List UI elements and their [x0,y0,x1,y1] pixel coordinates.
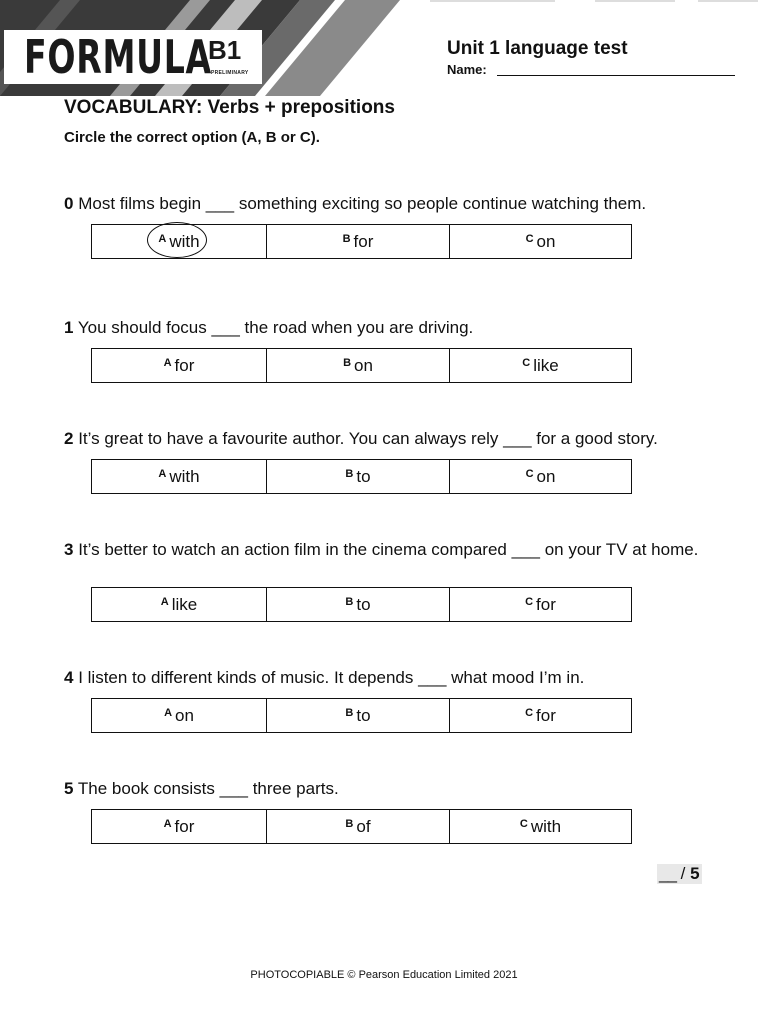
option-word: for [174,816,195,836]
option-word: like [171,594,198,614]
option-c[interactable] [450,349,631,382]
option-letter: C [525,706,534,719]
option-letter: B [345,706,354,719]
option-b[interactable] [267,810,450,843]
option-word: on [354,355,373,375]
option-b[interactable] [267,699,450,732]
question-text: The book consists ___ three parts. [77,779,339,798]
answer-circle [147,222,207,258]
option-word: for [353,231,374,251]
name-field[interactable] [497,75,735,76]
option-word: with [169,466,200,486]
option-letter: A [158,467,167,480]
option-word: of [356,816,371,836]
option-a[interactable] [92,810,267,843]
option-letter: A [163,817,172,830]
option-letter: B [345,595,354,608]
option-word: with [530,816,562,836]
option-a[interactable] [92,349,267,382]
option-b[interactable] [267,349,450,382]
option-a[interactable] [92,588,267,621]
option-letter: B [345,467,354,480]
question-2 [64,429,724,449]
option-word: with [169,231,200,251]
option-letter: C [525,232,534,245]
option-word: on [175,705,194,725]
options-table-0 [91,224,632,259]
footer-copyright: PHOTOCOPIABLE © Pearson Education Limited 2021 [250,969,518,981]
logo-level: B1 [208,35,242,65]
option-c[interactable] [450,699,631,732]
question-text: Most films begin ___ something exciting so people continue watching them. [78,194,647,213]
option-word: to [356,466,371,486]
option-word: on [536,466,556,486]
option-letter: B [345,817,354,830]
option-word: for [536,705,556,725]
option-word: like [533,355,559,375]
options-table-4 [91,698,632,733]
option-b[interactable] [267,460,450,493]
option-a[interactable] [92,225,267,258]
question-number: 3 [64,540,74,559]
question-number: 2 [64,429,74,448]
score-box [657,864,702,884]
options-table-5 [91,809,632,844]
option-letter: A [158,232,167,245]
option-letter: C [522,356,531,369]
section-title: VOCABULARY: Verbs + prepositions [64,97,395,118]
option-word: to [356,594,371,614]
option-letter: C [525,595,534,608]
option-c[interactable] [450,460,631,493]
option-b[interactable] [267,225,450,258]
option-letter: C [519,817,528,830]
logo-wordmark: FORMULA [24,30,212,84]
option-a[interactable] [92,699,267,732]
question-number: 0 [64,194,74,213]
option-c[interactable] [450,225,631,258]
name-label: Name: [447,62,487,77]
logo-subtitle: PRELIMINARY [211,70,249,76]
option-letter: A [160,595,169,608]
question-text: You should focus ___ the road when you are driving. [77,318,474,337]
question-0 [64,194,724,214]
options-table-1 [91,348,632,383]
score-total: 5 [690,864,700,883]
instruction: Circle the correct option (A, B or C). [64,129,320,146]
unit-title: Unit 1 language test [447,38,628,59]
option-word: for [536,594,556,614]
question-text: I listen to different kinds of music. It depends ___ what mood I’m in. [78,668,585,687]
question-4 [64,668,724,688]
top-rule [430,0,768,3]
question-1 [64,318,724,338]
option-letter: C [525,467,534,480]
option-letter: A [163,356,172,369]
option-word: to [356,705,371,725]
question-3 [64,540,724,560]
option-word: for [174,355,195,375]
question-number: 4 [64,668,74,687]
question-text: It’s great to have a favourite author. You can always rely ___ for a good story. [78,429,658,448]
option-b[interactable] [267,588,450,621]
option-letter: B [343,356,352,369]
option-letter: B [342,232,351,245]
option-word: on [536,231,556,251]
score-blank[interactable]: __ [659,864,676,883]
question-5 [64,779,724,799]
option-c[interactable] [450,588,631,621]
option-c[interactable] [450,810,631,843]
question-number: 1 [64,318,74,337]
option-letter: A [164,706,173,719]
options-table-2 [91,459,632,494]
option-a[interactable] [92,460,267,493]
score-separator: / [675,864,691,883]
question-text: It’s better to watch an action film in the cinema compared ___ on your TV at home. [78,540,699,559]
question-number: 5 [64,779,74,798]
options-table-3 [91,587,632,622]
